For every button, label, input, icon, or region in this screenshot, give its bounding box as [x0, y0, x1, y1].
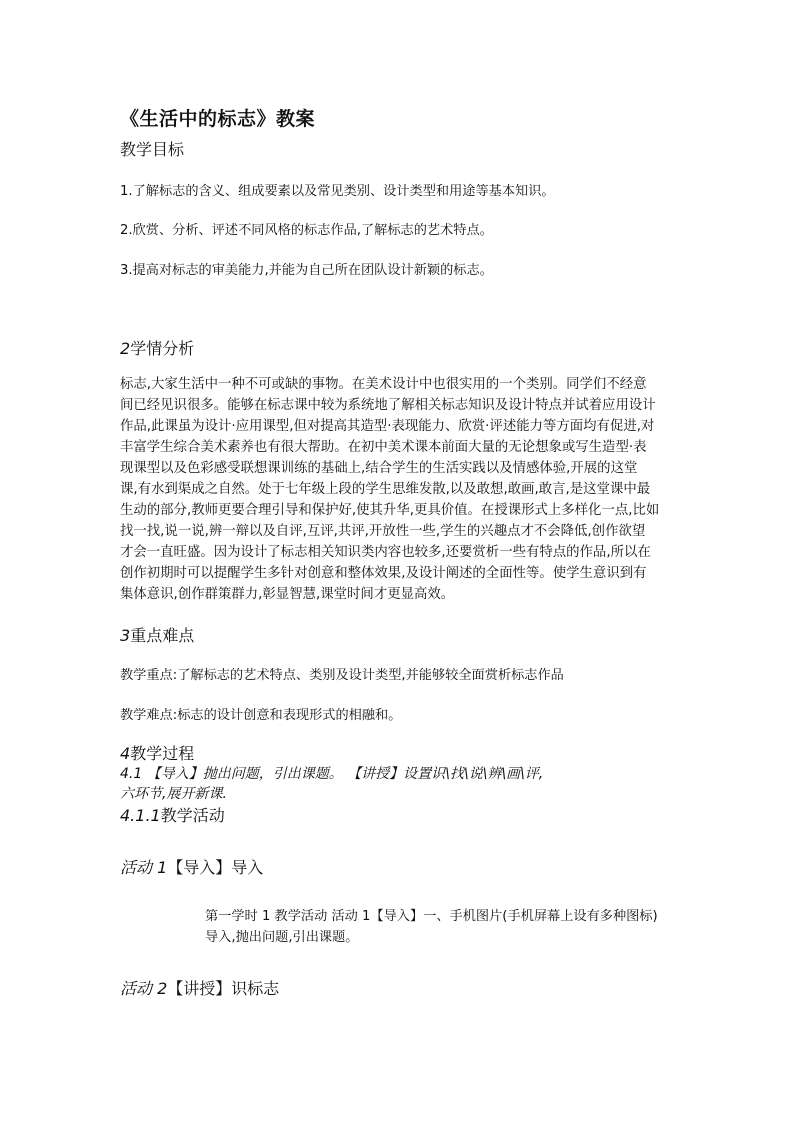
detail-line: 导入,抛出问题,引出课题。 — [205, 930, 359, 945]
section-title: 重点难点 — [130, 626, 195, 645]
paragraph-line: 标志,大家生活中一种不可或缺的事物。在美术设计中也很实用的一个类别。同学们不经意 — [120, 377, 647, 392]
process-line-2: 六环节,展开新课. — [120, 786, 227, 802]
paragraph-line: 现课型以及色彩感受联想课训练的基础上,结合学生的生活实践以及情感体验,开展的这堂 — [120, 461, 638, 476]
process-line-1: 4.1 【导入】抛出问题，引出课题。 【讲授】设置识\找\说\辨\画\评, — [120, 766, 544, 782]
paragraph-line: 作品,此课虽为设计·应用课型,但对提高其造型·表现能力、欣赏·评述能力等方面均有促进,对 — [120, 419, 655, 434]
paragraph-line: 找一找,说一说,辨一辩以及自评,互评,共评,开放性一些,学生的兴趣点才不会降低,创作欲望 — [120, 524, 646, 539]
activity-label: 【导入】导入 — [167, 858, 264, 877]
section-title: 教学过程 — [130, 744, 195, 763]
activity-label: 【讲授】识标志 — [167, 979, 280, 998]
section-number: 4 — [120, 744, 131, 763]
activity-prefix: 活动 2 — [120, 979, 168, 998]
paragraph-line: 课,有水到渠成之自然。处于七年级上段的学生思维发散,以及敢想,敢画,敢言,是这堂课中最 — [120, 482, 651, 497]
document-title: 《生活中的标志》教案 — [120, 108, 316, 130]
activity-prefix: 活动 1 — [120, 858, 168, 877]
subsection-heading — [120, 803, 225, 826]
objective-item-1: 1.了解标志的含义、组成要素以及常见类别、设计类型和用途等基本知识。 — [120, 184, 555, 199]
section-title: 学情分析 — [130, 339, 195, 358]
section-heading-objectives: 教学目标 — [120, 140, 185, 159]
paragraph-line: 丰富学生综合美术素养也有很大帮助。在初中美术课本前面大量的无论想象或写生造型·表 — [120, 440, 647, 455]
section-heading-process — [120, 741, 194, 764]
paragraph-line: 创作初期时可以提醒学生多针对创意和整体效果,及设计阐述的全面性等。使学生意识到有 — [120, 566, 647, 581]
subsection-title: 教学活动 — [160, 806, 225, 825]
paragraph-line: 生动的部分,教师更要合理引导和保护好,使其升华,更具价值。在授课形式上多样化一点,比如 — [120, 503, 660, 518]
analysis-paragraph — [120, 374, 676, 605]
activity-1-detail — [205, 906, 685, 948]
section-number: 3 — [120, 626, 131, 645]
detail-line: 第一学时 1 教学活动 活动 1【导入】一、手机图片(手机屏幕上设有多种图标) — [205, 909, 658, 924]
difficult-point-text: 教学难点:标志的设计创意和表现形式的相融和。 — [120, 708, 402, 723]
activity-1-heading — [120, 855, 263, 878]
section-heading-analysis — [120, 336, 194, 359]
section-number: 2 — [120, 339, 131, 358]
objective-item-2: 2.欣赏、分析、评述不同风格的标志作品,了解标志的艺术特点。 — [120, 223, 493, 238]
paragraph-line: 才会一直旺盛。因为设计了标志相关知识类内容也较多,还要赏析一些有特点的作品,所以在 — [120, 545, 651, 560]
paragraph-line: 间已经见识很多。能够在标志课中较为系统地了解相关标志知识及设计特点并试着应用设计 — [120, 398, 656, 413]
paragraph-line: 集体意识,创作群策群力,彰显智慧,课堂时间才更显高效。 — [120, 587, 455, 602]
key-point-text: 教学重点:了解标志的艺术特点、类别及设计类型,并能够较全面赏析标志作品 — [120, 668, 564, 683]
activity-2-heading — [120, 976, 279, 999]
objective-item-3: 3.提高对标志的审美能力,并能为自己所在团队设计新颖的标志。 — [120, 263, 493, 278]
section-heading-keypoints — [120, 623, 194, 646]
subsection-number: 4.1.1 — [120, 806, 161, 825]
